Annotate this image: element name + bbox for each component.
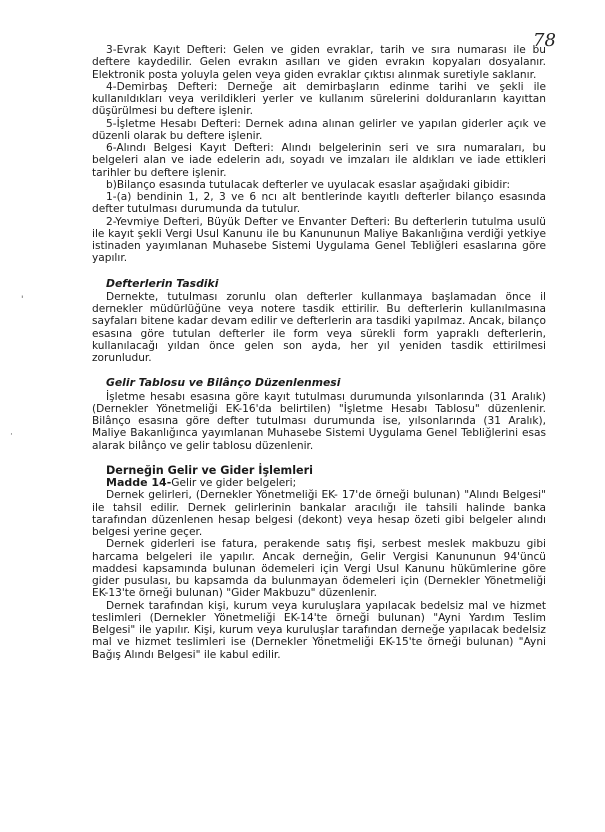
gelir-gider-section: [92, 465, 546, 661]
gelir-tablosu-section: [92, 377, 546, 452]
defter-list-section: [92, 44, 546, 265]
paragraph: Dernekte, tutulması zorunlu olan defterler kullanmaya başlamadan önce il dernekler müdürlüğüne veya notere tasdik ettirilir. Bu defterlerin kullanılmasına sayfaları bitene kadar devam edilir ve defterlerin ara tasdiki yapılmaz. Ancak, bilanço esasına göre tutulan defterler ile form veya sürekli form yapraklı defterlerin, kullanılacağı yıldan önce gelen son ayda, her yıl yeniden tasdik ettirilmesi zorunludur.: [92, 290, 546, 364]
paragraph: 6-Alındı Belgesi Kayıt Defteri: Alındı belgelerinin seri ve sıra numaraları, bu belgeleri alan ve iade edelerin adı, soyadı ve imzaları ile aldıkları ve iade ettikleri tarihler bu deftere işlenir.: [92, 142, 546, 179]
paragraph: 1-(a) bendinin 1, 2, 3 ve 6 ncı alt bentlerinde kayıtlı defterler bilanço esasında defter tutulması durumunda da tutulur.: [92, 191, 546, 216]
article-line: [92, 477, 546, 489]
page-number: 78: [533, 30, 556, 51]
section-heading: Derneğin Gelir ve Gider İşlemleri: [106, 463, 313, 477]
margin-mark: ': [21, 295, 24, 305]
section-heading: Defterlerin Tasdiki: [106, 276, 219, 290]
paragraph: b)Bilanço esasında tutulacak defterler ve uyulacak esaslar aşağıdaki gibidir:: [106, 178, 511, 191]
paragraph: Dernek giderleri ise fatura, perakende satış fişi, serbest meslek makbuzu gibi harcama belgeleri ile yapılır. Ancak derneğin, Gelir Vergisi Kanununun 94'üncü maddesi kapsamında bulunan ödemeleri için Vergi Usul Kanunu hükümlerine göre gider pusulası, bu kapsamda da bulunmayan ödemeleri için (Dernekler Yönetmeliği EK-13'te örneği bulunan) "Gider Makbuzu" düzenlenir.: [92, 538, 546, 600]
paragraph: Dernek gelirleri, (Dernekler Yönetmeliği EK- 17'de örneği bulunan) "Alındı Belgesi" ile tahsil edilir. Dernek gelirlerinin bankalar aracılığı ile tahsili halinde banka tarafından düzenlenen hesap belgesi (dekont) veya hesap özeti gibi belgeler alındı belgesi yerine geçer.: [92, 489, 546, 538]
paragraph: 3-Evrak Kayıt Defteri: Gelen ve giden evraklar, tarih ve sıra numarası ile bu deftere kaydedilir. Gelen evrakın asılları ve giden evrakın kopyaları dosyalanır. Elektronik posta yoluyla gelen veya giden evraklar çıktısı alınmak suretiyle saklanır.: [92, 44, 546, 81]
paragraph: Dernek tarafından kişi, kurum veya kuruluşlara yapılacak bedelsiz mal ve hizmet teslimleri (Dernekler Yönetmeliği EK-14'te örneği bulunan) "Ayni Yardım Teslim Belgesi" ile yapılır. Kişi, kurum veya kuruluşlar tarafından derneğe yapılacak bedelsiz mal ve hizmet teslimleri ise (Dernekler Yönetmeliği EK-15'te örneği bulunan) "Ayni Bağış Alındı Belgesi" ile kabul edilir.: [92, 599, 546, 661]
tasdik-section: [92, 278, 546, 365]
paragraph: 4-Demirbaş Defteri: Derneğe ait demirbaşların edinme tarihi ve şekli ile kullanıldıkları veya verildikleri yerler ve kullanım sürelerini dolduranların kayıttan düşürülmesi bu deftere işlenir.: [92, 80, 546, 118]
article-label: Madde 14-: [106, 476, 172, 489]
paragraph: İşletme hesabı esasına göre kayıt tutulması durumunda yılsonlarında (31 Aralık) (Dernekler Yönetmeliği EK-16'da belirtilen) "İşletme Hesabı Tablosu" düzenlenir. Bilânço esasına göre defter tutulması durumunda ise, yılsonlarında (31 Aralık), Maliye Bakanlığınca yayımlanan Muhasebe Sistemi Uygulama Genel Tebliğlerini esas alarak bilânço ve gelir tablosu düzenlenir.: [92, 390, 546, 452]
article-text: Gelir ve gider belgeleri;: [171, 477, 297, 489]
paragraph: 2-Yevmiye Defteri, Büyük Defter ve Envanter Defteri: Bu defterlerin tutulma usulü ile kayıt şekli Vergi Usul Kanunu ile bu Kanununun Maliye Bakanlığına verdiği yetkiye istinaden yayımlanan Muhasebe Sistemi Uygulama Genel Tebliğleri esaslarına göre yapılır.: [92, 215, 546, 265]
margin-mark: ·: [10, 430, 13, 440]
paragraph: 5-İşletme Hesabı Defteri: Dernek adına alınan gelirler ve yapılan giderler açık ve düzenli olarak bu deftere işlenir.: [92, 117, 546, 142]
document-body: [92, 44, 546, 661]
section-heading: Gelir Tablosu ve Bilânço Düzenlenmesi: [106, 376, 341, 390]
